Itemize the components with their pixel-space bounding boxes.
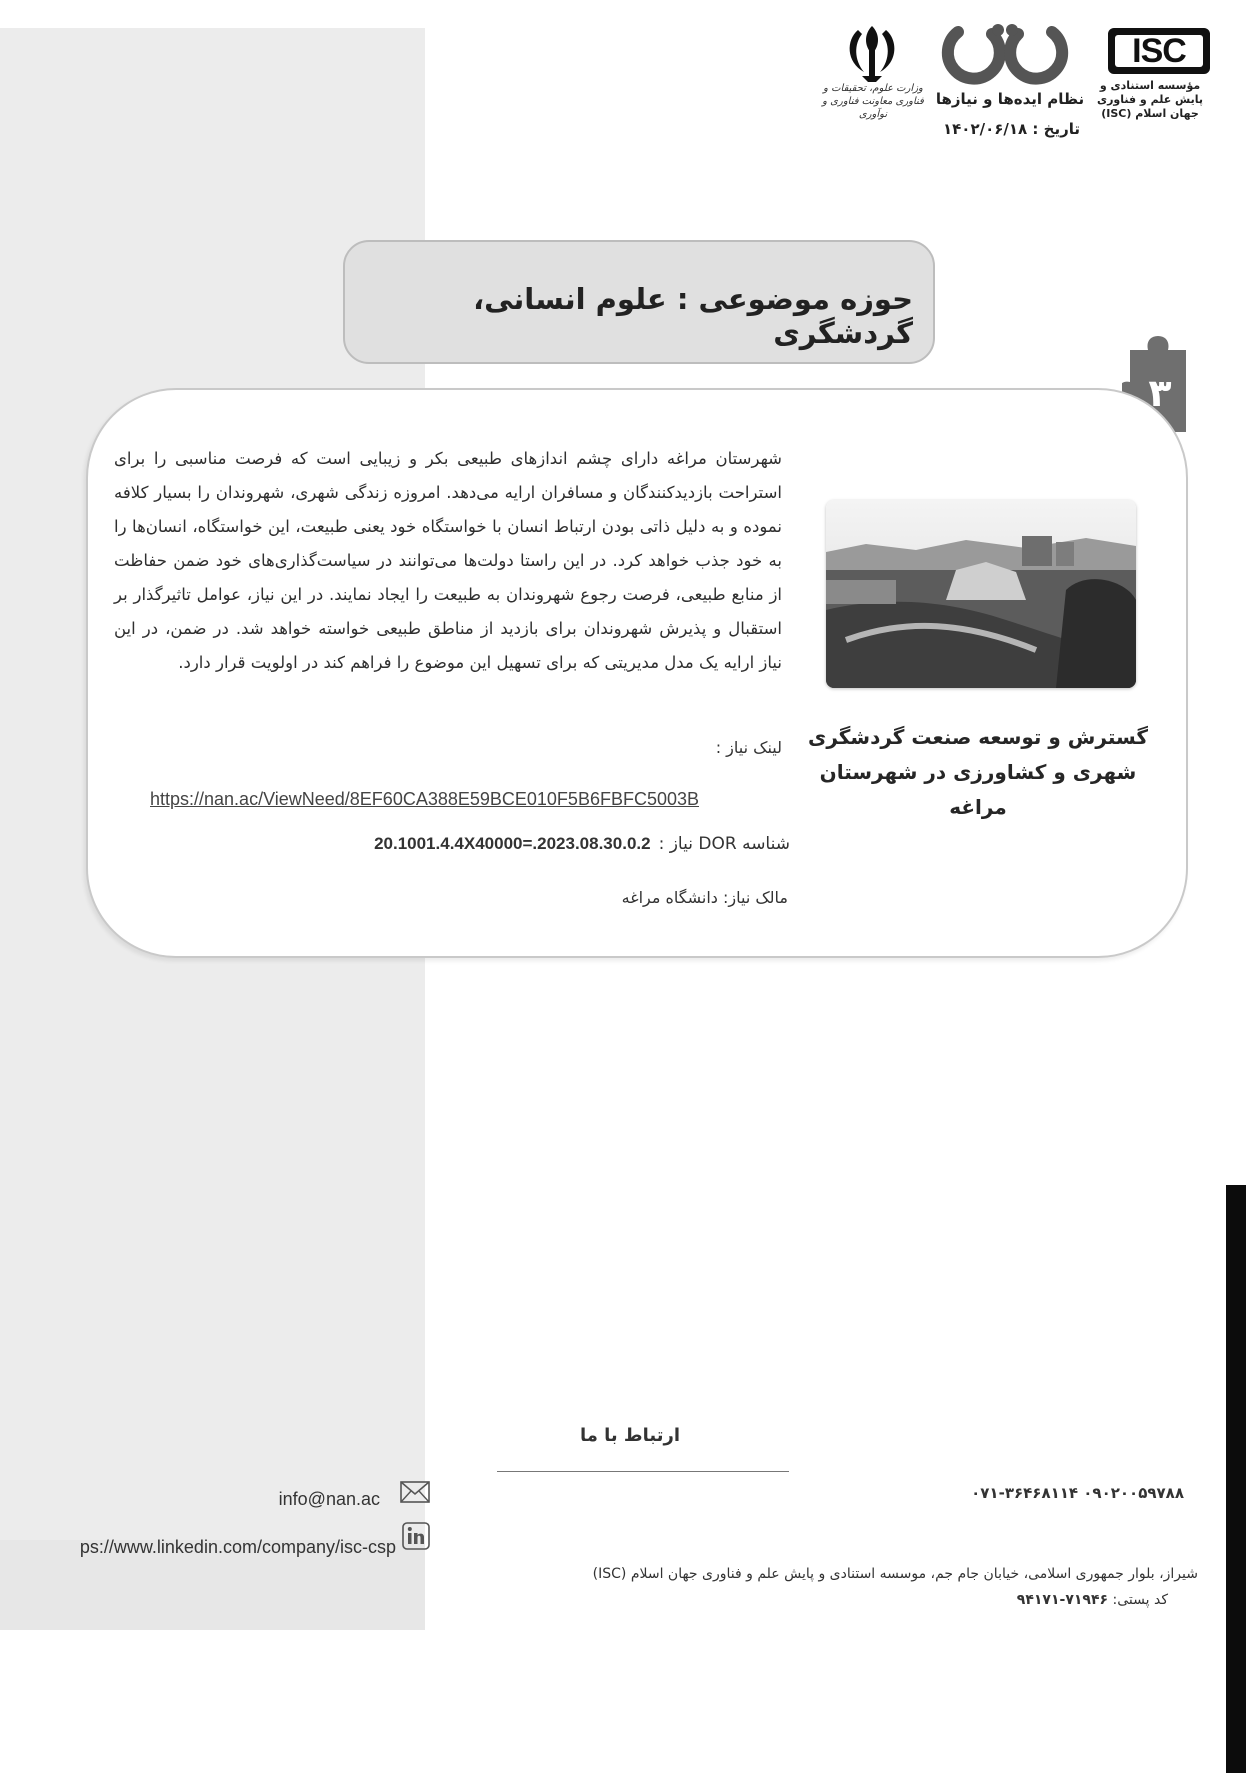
topic-title: حوزه موضوعی : علوم انسانی، گردشگری xyxy=(473,282,913,350)
phone-numbers: ۰۷۱-۳۶۴۶۸۱۱۴ ۰۹۰۲۰۰۵۹۷۸۸ xyxy=(971,1484,1184,1502)
topic-box xyxy=(343,240,935,364)
postal-code-label: کد پستی: xyxy=(1112,1592,1168,1608)
date-line: تاریخ : ۱۴۰۲/۰۶/۱۸ xyxy=(943,120,1080,138)
need-description: شهرستان مراغه دارای چشم اندازهای طبیعی بکر و زیبایی است که فرصت مناسبی را برای استراحت بازدیدکنندگان و مسافران ارایه می‌دهد. امروزه زندگی شهری، شهروندان را بسیار کلافه نموده و به دلیل ذاتی بودن ارتباط انسان با خواستگاه خود یعنی طبیعت، این خواستگاه، انسان‌ها را به خود جذب خواهد کرد. در این راستا دولت‌ها می‌توانند در سیاست‌گذاری‌های خود ضمن حفاظت از منابع طبیعی، فرصت رجوع شهروندان به طبیعت را ایجاد نمایند. در این نیاز، عوامل تاثیرگذار بر استقبال و پذیرش شهروندان برای بازدید از مناطق طبیعی خواسته خواهد شد. در ضمن، در این نیاز ارایه یک مدل مدیریتی که برای تسهیل این موضوع را فراهم کند در اولویت قرار دارد. xyxy=(114,449,782,672)
dor-label: شناسه DOR نیاز : xyxy=(658,834,790,854)
isc-caption: مؤسسه استنادی و پایش علم و فناوری جهان اسلام (ISC) xyxy=(1097,79,1203,120)
photo-title: گسترش و توسعه صنعت گردشگری شهری و کشاورزی در شهرستان مراغه xyxy=(808,725,1148,819)
contact-title: ارتباط با ما xyxy=(579,1425,680,1446)
need-owner: مالک نیاز: دانشگاه مراغه xyxy=(621,888,788,907)
need-link-label: لینک نیاز : xyxy=(715,738,782,757)
nan-caption: نظام ایده‌ها و نیازها xyxy=(935,90,1085,108)
ministry-caption: وزارت علوم، تحقیقات و فناوری معاونت فناوری و نوآوری xyxy=(822,83,924,120)
isc-logo: ISC xyxy=(1108,28,1210,74)
mail-icon xyxy=(400,1481,430,1503)
contact-divider xyxy=(497,1471,789,1472)
postal-code-line xyxy=(860,1592,1168,1608)
badge-number: ۳ xyxy=(1148,371,1172,415)
iran-emblem-logo xyxy=(836,20,908,84)
scan-edge-shadow xyxy=(1226,1185,1246,1773)
linkedin-icon xyxy=(402,1522,430,1550)
need-link[interactable]: https://nan.ac/ViewNeed/8EF60CA388E59BCE010F5B6FBFC5003B xyxy=(150,789,699,809)
maragheh-photo xyxy=(826,500,1136,688)
address: شیراز، بلوار جمهوری اسلامی، خیابان جام جم، موسسه استنادی و پایش علم و فناوری جهان اسلام (ISC) xyxy=(592,1566,1198,1582)
nan-logo xyxy=(940,20,1070,90)
email-link[interactable]: info@nan.ac xyxy=(278,1489,380,1509)
dor-line xyxy=(270,834,790,854)
linkedin-link[interactable]: ps://www.linkedin.com/company/isc-csp xyxy=(79,1537,396,1557)
postal-code: ۷۱۹۴۶-۹۴۱۷۱ xyxy=(1016,1592,1109,1608)
dor-value: 20.1001.4.4X40000=.2023.08.30.0.2 xyxy=(374,834,651,853)
